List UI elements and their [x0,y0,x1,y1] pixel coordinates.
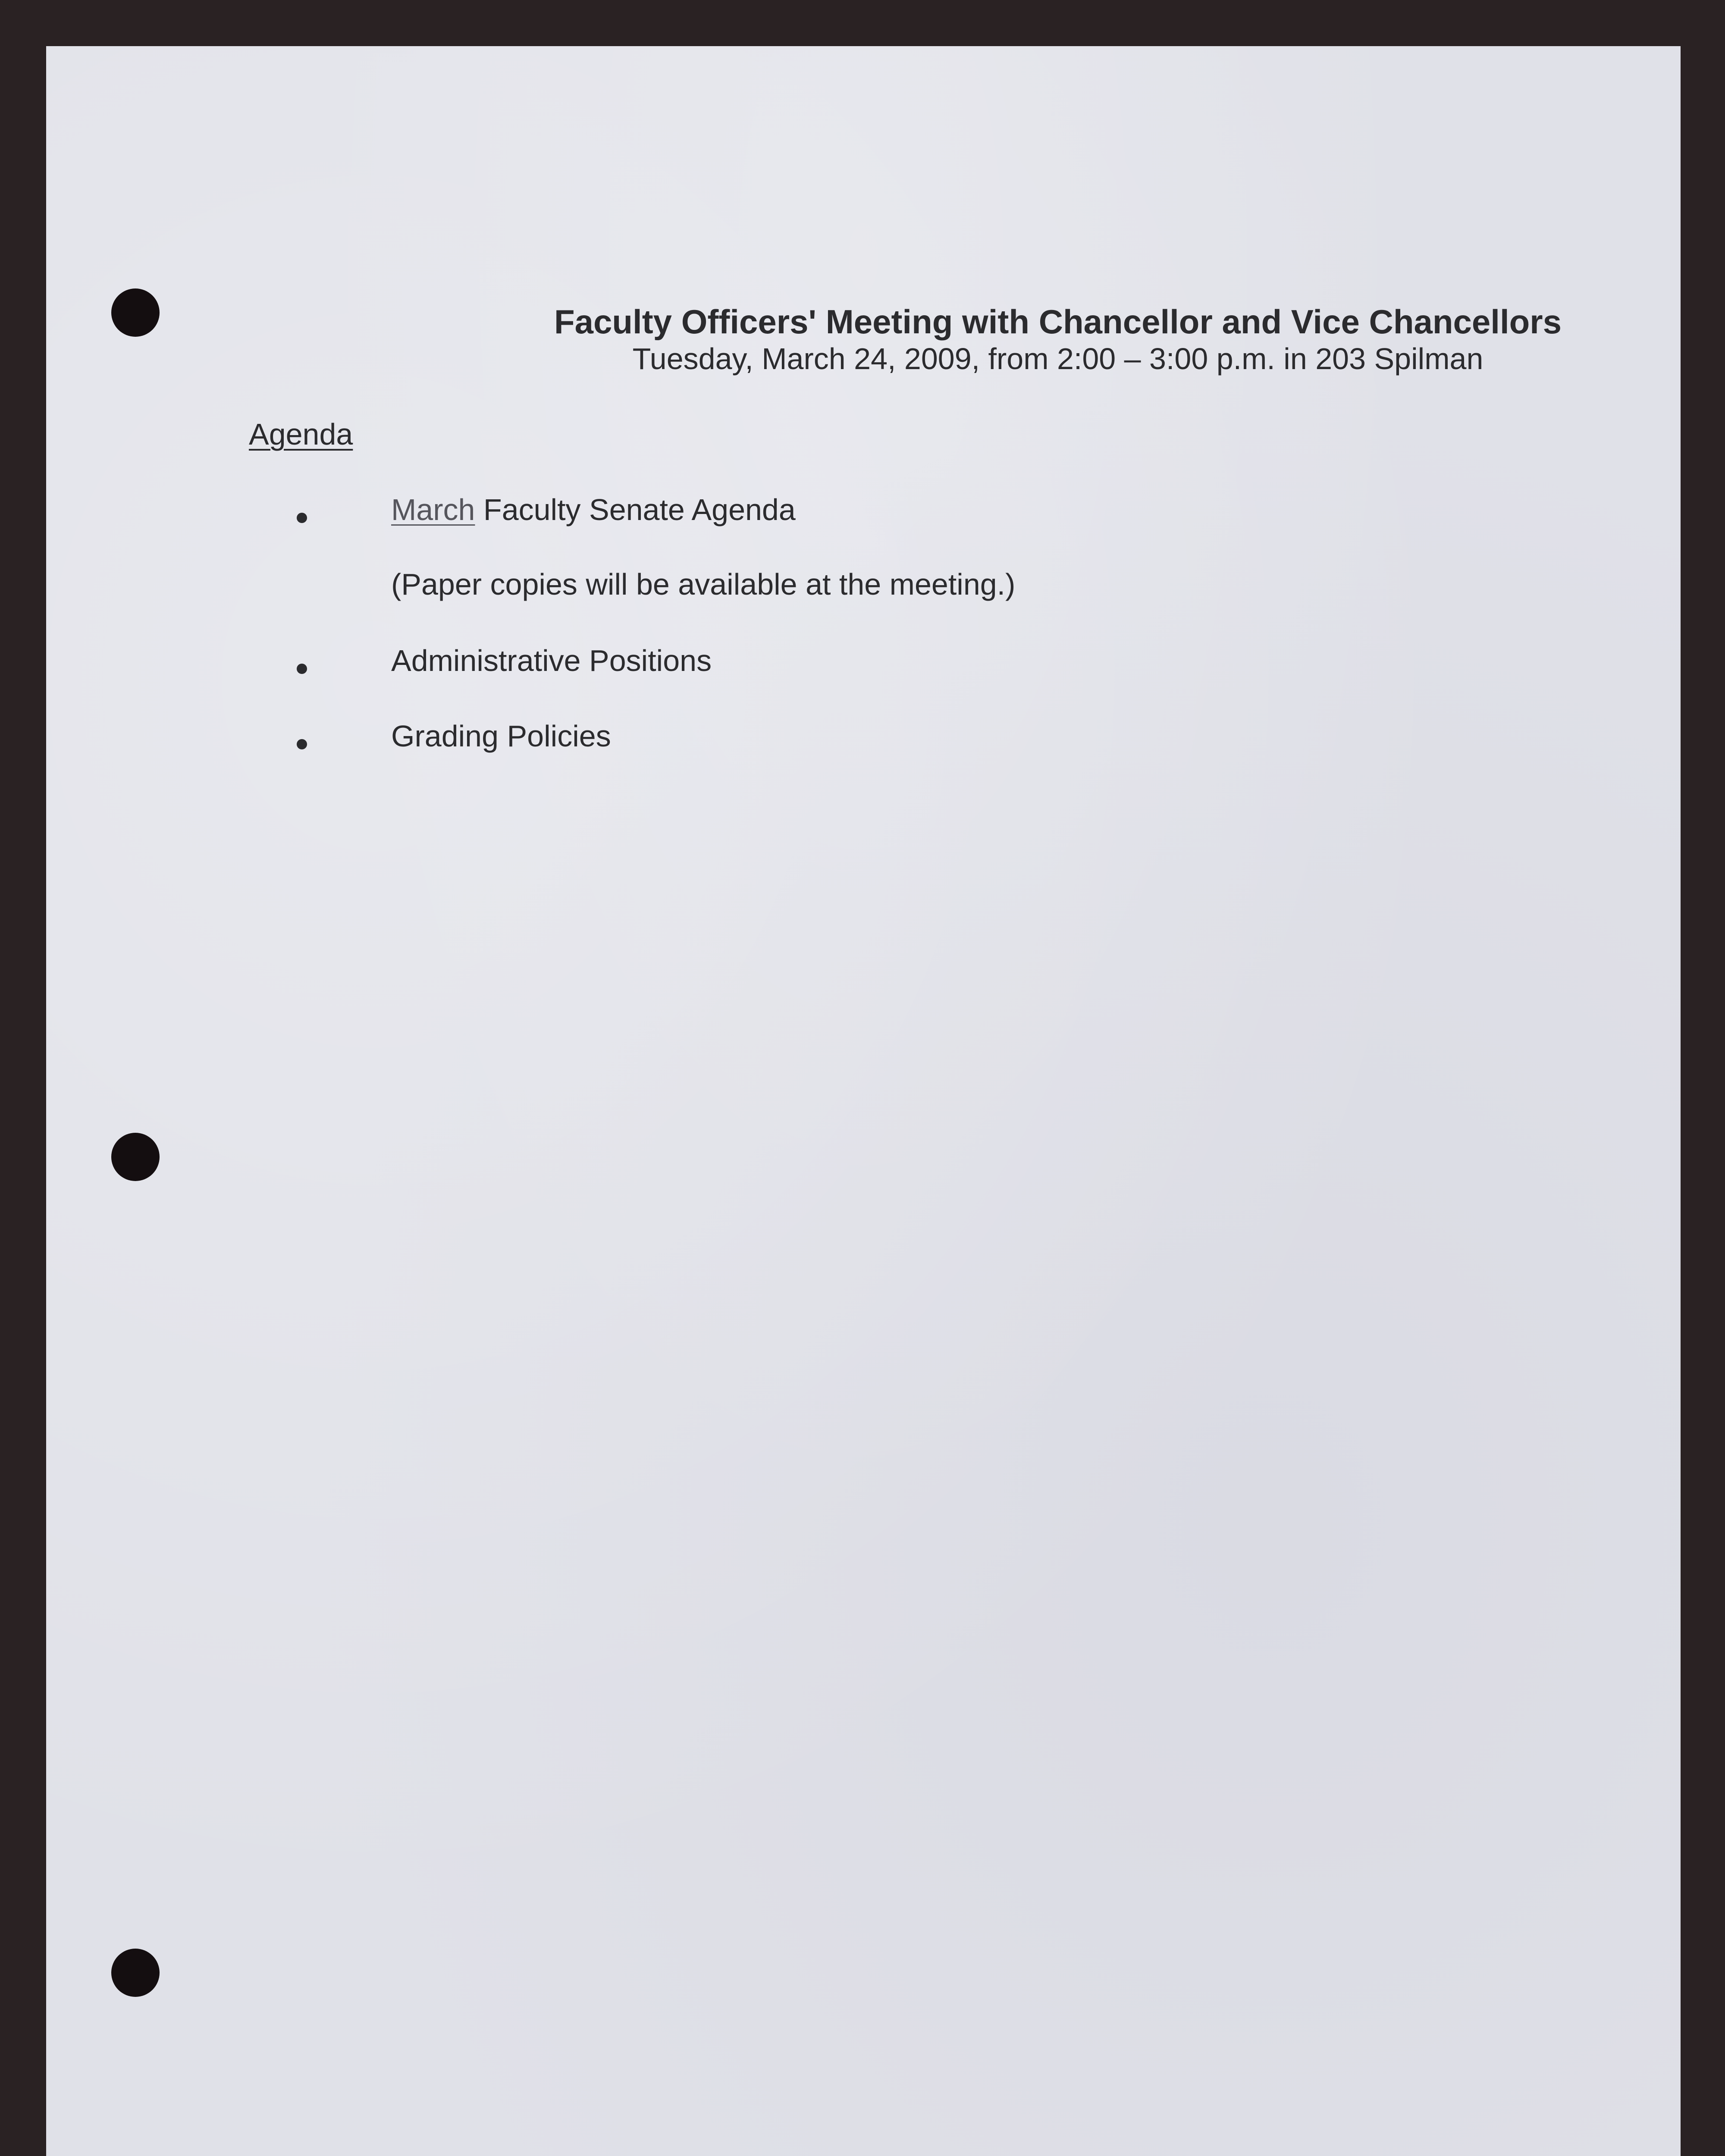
agenda-item [391,492,796,527]
agenda-item: Grading Policies [391,719,611,753]
agenda-item: Administrative Positions [391,644,712,677]
document-page [46,46,1681,2156]
agenda-item-text: Faculty Senate Agenda [475,493,796,526]
agenda-heading: Agenda [249,417,353,451]
bullet-icon [297,513,307,523]
punch-hole [111,288,160,337]
bullet-icon [297,664,307,674]
punch-hole [111,1133,160,1181]
agenda-note: (Paper copies will be available at the meeting.) [391,567,1016,601]
meeting-details: Tuesday, March 24, 2009, from 2:00 – 3:00 p.m. in 203 Spilman [632,342,1484,376]
document-header [452,303,1664,376]
punch-hole [111,1949,160,1997]
agenda-link[interactable]: March [391,493,475,526]
bullet-icon [297,739,307,749]
document-title: Faculty Officers' Meeting with Chancellor and Vice Chancellors [554,303,1562,341]
